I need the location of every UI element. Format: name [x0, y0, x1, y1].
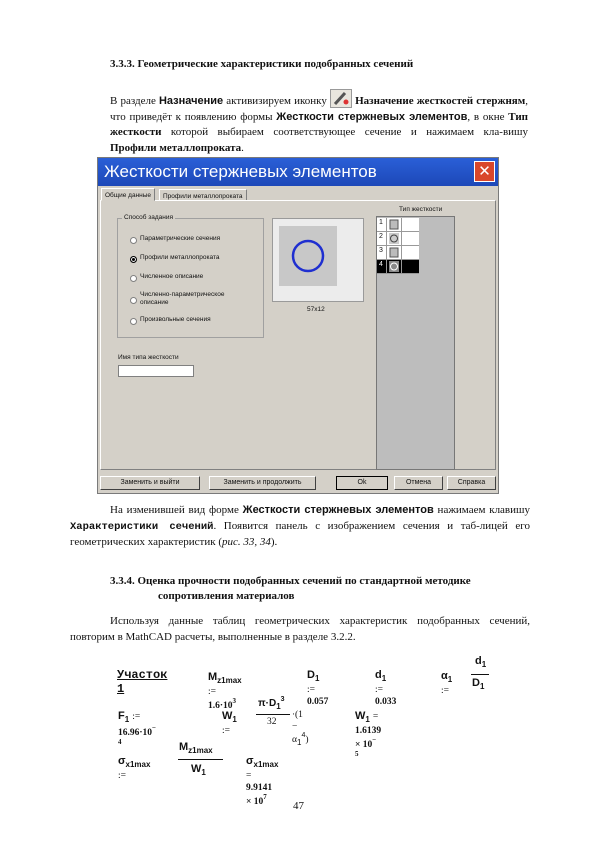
tab-profiles[interactable]: Профили металлопроката	[159, 189, 247, 201]
w-numerator: $\pi\cdot D_1^3$	[258, 696, 285, 711]
para2-text: нажимаем клавишу	[433, 504, 530, 516]
dialog-title: Жесткости стержневых элементов	[104, 162, 377, 181]
group-label: Способ задания	[124, 214, 174, 221]
eq-mz: $M_{z1max}$ := $1.6\cdot 10^3$	[208, 671, 242, 711]
para1-bold-form: Жесткости стержневых элементов	[276, 110, 468, 123]
row-number: 1	[379, 219, 383, 226]
box-icon	[387, 246, 401, 259]
stiffness-dialog	[97, 157, 499, 494]
pipe-icon	[387, 232, 401, 245]
preview-caption: 57x12	[307, 306, 325, 313]
radio-numeric-parametric[interactable]	[130, 297, 137, 304]
section-label: Участок 1	[117, 668, 168, 696]
preview-canvas	[279, 226, 337, 286]
fraction-bar	[471, 674, 489, 675]
eq-w-formula: $W_1$ :=	[222, 710, 237, 736]
i-beam-icon	[387, 218, 401, 231]
list-item[interactable]	[377, 218, 419, 232]
para1-bold-assign: Назначение жесткостей стержням	[355, 95, 526, 107]
section-heading-3-3-4-line2: сопротивления материалов	[158, 590, 295, 602]
radio-arbitrary[interactable]	[130, 318, 137, 325]
list-item[interactable]	[377, 232, 419, 246]
radio-profiles[interactable]	[130, 256, 137, 263]
replace-exit-button[interactable]: Заменить и выйти	[100, 476, 200, 490]
pipe-section-icon	[279, 226, 337, 286]
row-number: 4	[379, 261, 383, 268]
radio-label: Численно-параметрическое описание	[140, 291, 225, 306]
tab-general[interactable]: Общие данные	[101, 188, 155, 201]
para1-bold-naznachenie: Назначение	[158, 95, 224, 107]
para1-text: , что приведёт к появлению формы	[110, 95, 528, 123]
alpha-denominator: $D_1$	[472, 677, 485, 691]
replace-continue-button[interactable]: Заменить и продолжить	[209, 476, 316, 490]
para1-text: которой выбираем соответствующее сечение и нажимаем кла-вишу	[161, 126, 528, 138]
list-item-selected[interactable]	[377, 260, 419, 274]
input-method-group	[117, 214, 264, 338]
para1-bold-profiles: Профили металлопроката	[110, 141, 242, 154]
sigma-denominator: $W_1$	[191, 763, 206, 777]
para2-text: . Появится панель с изображением сечения и таб-лицей его геометрических характеристик (	[70, 519, 531, 548]
pipe-icon	[387, 260, 401, 273]
section-heading-3-3-4: 3.3.4. Оценка прочности подобранных сечений по стандартной методике	[110, 575, 471, 587]
section-cell	[386, 218, 402, 231]
close-icon: ✕	[478, 163, 491, 180]
radio-label: Численное описание	[140, 273, 204, 280]
para1-text: , в окне	[467, 110, 509, 123]
close-button[interactable]	[474, 161, 495, 182]
radio-label: Параметрические сечения	[140, 235, 221, 242]
para2-bold-form: Жесткости стержневых элементов	[242, 504, 434, 516]
stiffness-name-input[interactable]	[118, 365, 194, 377]
para2-text: На изменившей вид форме	[110, 504, 243, 516]
radio-label: Произвольные сечения	[140, 316, 211, 323]
name-label: Имя типа жесткости	[118, 354, 179, 361]
paragraph-2	[70, 503, 530, 551]
section-cell	[386, 260, 402, 273]
section-heading-3-3-3: 3.3.3. Геометрические характеристики подобранных сечений	[110, 58, 414, 70]
stiffness-assign-icon[interactable]	[330, 89, 352, 108]
stiffness-type-list[interactable]	[376, 216, 455, 470]
section-preview	[272, 218, 364, 302]
paragraph-1	[110, 89, 528, 156]
eq-area: $F_1$ := $16.96\cdot 10^{- 4}$	[118, 710, 157, 746]
eq-sigma-value: $\sigma_{x1max} = 9.9141 \times 10^7$	[246, 755, 279, 807]
section-cell	[386, 246, 402, 259]
alpha-numerator: $d_1$	[475, 655, 487, 669]
eq-alpha: $\alpha_1$ :=	[441, 670, 453, 696]
eq-sigma-formula: $\sigma_{x1max}$ :=	[118, 755, 151, 781]
row-number: 2	[379, 233, 383, 240]
para1-text: .	[241, 141, 244, 154]
eq-d-inner: $d_1$ := 0.033	[375, 669, 397, 707]
paragraph-3: Используя данные таблиц геометрических характеристик подобранных сечений, повторим в MathCAD расчеты, выполненные в разделе 3.2.2.	[70, 615, 530, 643]
row-number: 3	[379, 247, 383, 254]
eq-w-value: $W_1 = 1.6139 \times 10^{- 5}$	[355, 710, 382, 758]
section-cell	[386, 232, 402, 245]
figure-reference: рис. 33, 34	[222, 536, 271, 548]
cancel-button[interactable]: Отмена	[394, 476, 443, 490]
para1-bold-type: Тип жесткости	[110, 110, 528, 138]
radio-label: Профили металлопроката	[140, 254, 220, 261]
sigma-numerator: $M_{z1max}$	[179, 741, 213, 755]
page-number: 47	[293, 800, 304, 812]
para1-text: активизируем иконку	[223, 95, 330, 107]
fraction-bar	[178, 759, 223, 760]
w-paren: $\cdot(1 - \alpha_1^4)$	[292, 709, 309, 747]
list-item[interactable]	[377, 246, 419, 260]
radio-parametric[interactable]	[130, 237, 137, 244]
fraction-bar	[256, 714, 290, 715]
para1-text: В разделе	[110, 95, 159, 107]
ok-button[interactable]: Ok	[336, 476, 388, 490]
help-button[interactable]: Справка	[447, 476, 496, 490]
para2-bold-button: Характеристики сечений	[70, 520, 214, 533]
para2-text: ).	[270, 536, 278, 548]
radio-numeric[interactable]	[130, 275, 137, 282]
list-label: Тип жесткости	[399, 206, 443, 213]
dialog-titlebar	[98, 158, 498, 186]
eq-d-outer: $D_1$ := 0.057	[307, 669, 329, 707]
w-denominator: 32	[267, 717, 277, 727]
